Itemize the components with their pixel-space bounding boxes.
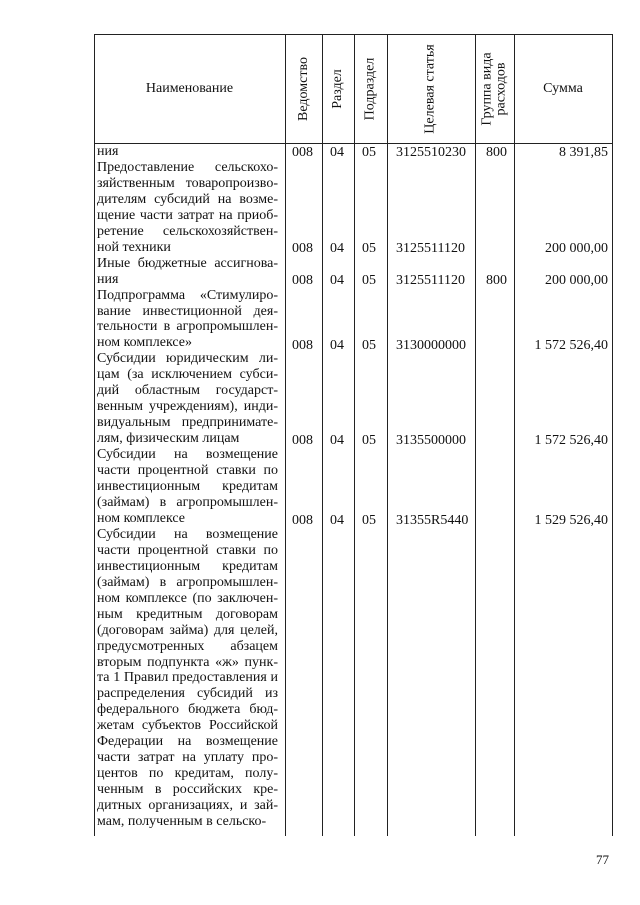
name-line: инвестиционным кредитам <box>97 558 278 574</box>
name-line: Иные бюджетные ассигнова- <box>97 255 278 271</box>
name-line: (займам) в агропромышлен- <box>97 574 278 590</box>
header-gruppa-vida-rashodov <box>475 34 514 143</box>
cell-razdel: 04 <box>330 433 344 448</box>
cell-vedomstvo: 008 <box>292 513 313 528</box>
cell-vedomstvo: 008 <box>292 273 313 288</box>
cell-celevaya-statya: 3125510230 <box>396 145 466 160</box>
table-row <box>94 241 612 257</box>
cell-podrazdel: 05 <box>362 241 376 256</box>
table-right-border <box>612 34 613 836</box>
cell-vedomstvo: 008 <box>292 433 313 448</box>
cell-podrazdel: 05 <box>362 273 376 288</box>
cell-summa: 200 000,00 <box>545 273 608 288</box>
name-line: федерального бюджета бюд- <box>97 702 278 718</box>
name-line: предусмотренных абзацем <box>97 638 278 654</box>
name-line: Федерации на возмещение <box>97 734 278 750</box>
name-line: зяйственным товаропроизво- <box>97 175 278 191</box>
cell-gruppa: 800 <box>486 145 507 160</box>
cell-razdel: 04 <box>330 241 344 256</box>
name-line: ном комплексе (по заключен- <box>97 590 278 606</box>
name-line: Подпрограмма «Стимулиро- <box>97 287 278 303</box>
name-line: Предоставление сельскохо- <box>97 159 278 175</box>
cell-razdel: 04 <box>330 338 344 353</box>
name-line: Субсидии на возмещение <box>97 526 278 542</box>
name-line: ной техники <box>97 239 171 255</box>
name-line: жетам субъектов Российской <box>97 718 278 734</box>
cell-celevaya-statya: 31355R5440 <box>396 513 469 528</box>
name-line: части процентной ставки по <box>97 463 278 479</box>
header-vedomstvo: Ведомство <box>295 56 311 121</box>
name-line: щение части затрат на приоб- <box>97 207 278 223</box>
cell-summa: 1 572 526,40 <box>534 433 608 448</box>
cell-razdel: 04 <box>330 145 344 160</box>
header-podrazdel: Подраздел <box>362 57 378 120</box>
cell-vedomstvo: 008 <box>292 145 313 160</box>
cell-razdel: 04 <box>330 273 344 288</box>
cell-podrazdel: 05 <box>362 513 376 528</box>
cell-podrazdel: 05 <box>362 338 376 353</box>
name-line: видуальным предпринимате- <box>97 415 278 431</box>
name-line: венным учреждениям), инди- <box>97 399 278 415</box>
name-line: Субсидии юридическим ли- <box>97 351 278 367</box>
name-line: (займам) в агропромышлен- <box>97 494 278 510</box>
page-number: 77 <box>596 852 609 867</box>
table-row <box>94 273 612 289</box>
cell-celevaya-statya: 3125511120 <box>396 273 465 288</box>
name-line: дий областным государст- <box>97 383 278 399</box>
name-line: мам, полученным в сельско- <box>97 814 267 830</box>
name-line: ния <box>97 271 119 287</box>
name-line: вторым подпункта «ж» пунк- <box>97 654 278 670</box>
cell-summa: 1 572 526,40 <box>534 338 608 353</box>
header-razdel: Раздел <box>330 68 346 109</box>
table-row <box>94 510 612 529</box>
name-line: ченным в российских кре- <box>97 782 278 798</box>
name-line: ном комплексе» <box>97 335 193 351</box>
cell-podrazdel: 05 <box>362 433 376 448</box>
name-line: центов по кредитам, полу- <box>97 766 278 782</box>
table-row <box>94 433 612 449</box>
header-gruppa-line2: расходов <box>493 61 509 116</box>
header-name: Наименование <box>145 81 234 96</box>
name-line: дитных организациях, и зай- <box>97 798 278 814</box>
name-line: тельности в агропромышлен- <box>97 319 278 335</box>
name-line: ным кредитным договорам <box>97 606 278 622</box>
name-line: инвестиционным кредитам <box>97 479 278 495</box>
name-line: (договорам займа) для целей, <box>97 622 278 638</box>
name-line: лям, физическим лицам <box>97 431 240 447</box>
cell-celevaya-statya: 3130000000 <box>396 338 466 353</box>
name-line: ном комплексе <box>97 510 186 526</box>
name-line: та 1 Правил предоставления и <box>97 670 278 686</box>
name-line: распределения субсидий из <box>97 686 278 702</box>
cell-gruppa: 800 <box>486 273 507 288</box>
cell-summa: 200 000,00 <box>545 241 608 256</box>
cell-podrazdel: 05 <box>362 145 376 160</box>
name-line: части затрат на уплату про- <box>97 750 278 766</box>
header-celevaya-statya: Целевая статья <box>423 43 438 134</box>
table-row <box>94 338 612 354</box>
cell-vedomstvo: 008 <box>292 241 313 256</box>
name-line: вание инвестиционной дея- <box>97 303 278 319</box>
name-line: ретение сельскохозяйствен- <box>97 223 278 239</box>
cell-summa: 8 391,85 <box>559 145 608 160</box>
table-row <box>94 145 612 161</box>
header-gruppa-line1: Группа вида <box>479 51 495 126</box>
cell-vedomstvo: 008 <box>292 338 313 353</box>
name-line: части процентной ставки по <box>97 542 278 558</box>
header-summa: Сумма <box>543 81 583 96</box>
cell-celevaya-statya: 3125511120 <box>396 241 465 256</box>
cell-summa: 1 529 526,40 <box>534 513 608 528</box>
cell-celevaya-statya: 3135500000 <box>396 433 466 448</box>
cell-razdel: 04 <box>330 513 344 528</box>
name-line: Субсидии на возмещение <box>97 447 278 463</box>
name-line: дителям субсидий на возме- <box>97 191 278 207</box>
name-line: цам (за исключением субси- <box>97 367 278 383</box>
name-line: ния <box>97 144 119 159</box>
